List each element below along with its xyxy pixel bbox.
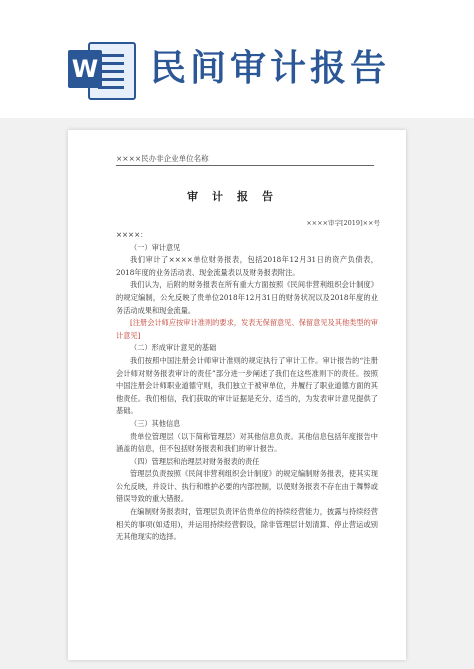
banner-title: 民间审计报告	[150, 48, 391, 89]
section-list	[116, 242, 378, 544]
banner-header	[0, 0, 474, 118]
editor-note: [注册会计师应按审计准则的要求，发表无保留意见、保留意见及其他类型的审计意见]	[116, 318, 378, 340]
section-heading: （二）形成审计意见的基础	[130, 343, 217, 353]
header-rule	[116, 165, 374, 166]
document-page	[68, 130, 406, 660]
section-heading: （四）管理层和治理层对财务报表的责任	[130, 456, 260, 466]
body-paragraph: 我们审计了××××单位财务报表，包括2018年12月31日的资产负债表，2018年度的业务活动表、现金流量表以及财务报表附注。	[116, 255, 378, 277]
document-title: 审计报告	[187, 190, 287, 203]
section-heading: （一）审计意见	[130, 242, 181, 252]
body-paragraph: 管理层负责按照《民间非营利组织会计制度》的规定编制财务报表，使其实现公允反映，并设计、执行和维护必要的内部控制，以使财务报表不存在由于舞弊或错误导致的重大错报。	[116, 469, 378, 504]
word-icon-letter: W	[68, 50, 102, 88]
section-heading: （三）其他信息	[130, 418, 181, 428]
body-paragraph: 我们按照中国注册会计师审计准则的规定执行了审计工作。审计报告的“注册会计师对财务报表审计的责任”部分进一步阐述了我们在这些准则下的责任。按照中国注册会计师职业道德守则，我们独立于被审单位，并履行了职业道德方面的其他责任。我们相信，我们获取的审计证据是充分、适当的，为发表审计意见提供了基础。	[116, 355, 378, 416]
reference-number: ××××审字[2019]××号	[306, 219, 380, 227]
word-document-icon	[68, 38, 134, 100]
body-paragraph: 我们认为，后附的财务报表在所有重大方面按照《民间非营利组织会计制度》的规定编制，公允反映了贵单位2018年12月31日的财务状况以及2018年度的业务活动成果和现金流量。	[116, 280, 378, 315]
body-paragraph: 在编制财务报表时，管理层负责评估贵单位的持续经营能力，披露与持续经营相关的事项(如适用)，并运用持续经营假设，除非管理层计划清算、停止营运或别无其他现实的选择。	[116, 507, 378, 542]
addressee: ××××：	[116, 230, 148, 239]
body-paragraph: 贵单位管理层（以下简称管理层）对其他信息负责。其他信息包括年度报告中涵盖的信息，但不包括财务报表和我们的审计报告。	[116, 431, 378, 454]
document-body	[116, 229, 378, 544]
unit-name: ××××民办非企业单位名称	[116, 154, 209, 163]
